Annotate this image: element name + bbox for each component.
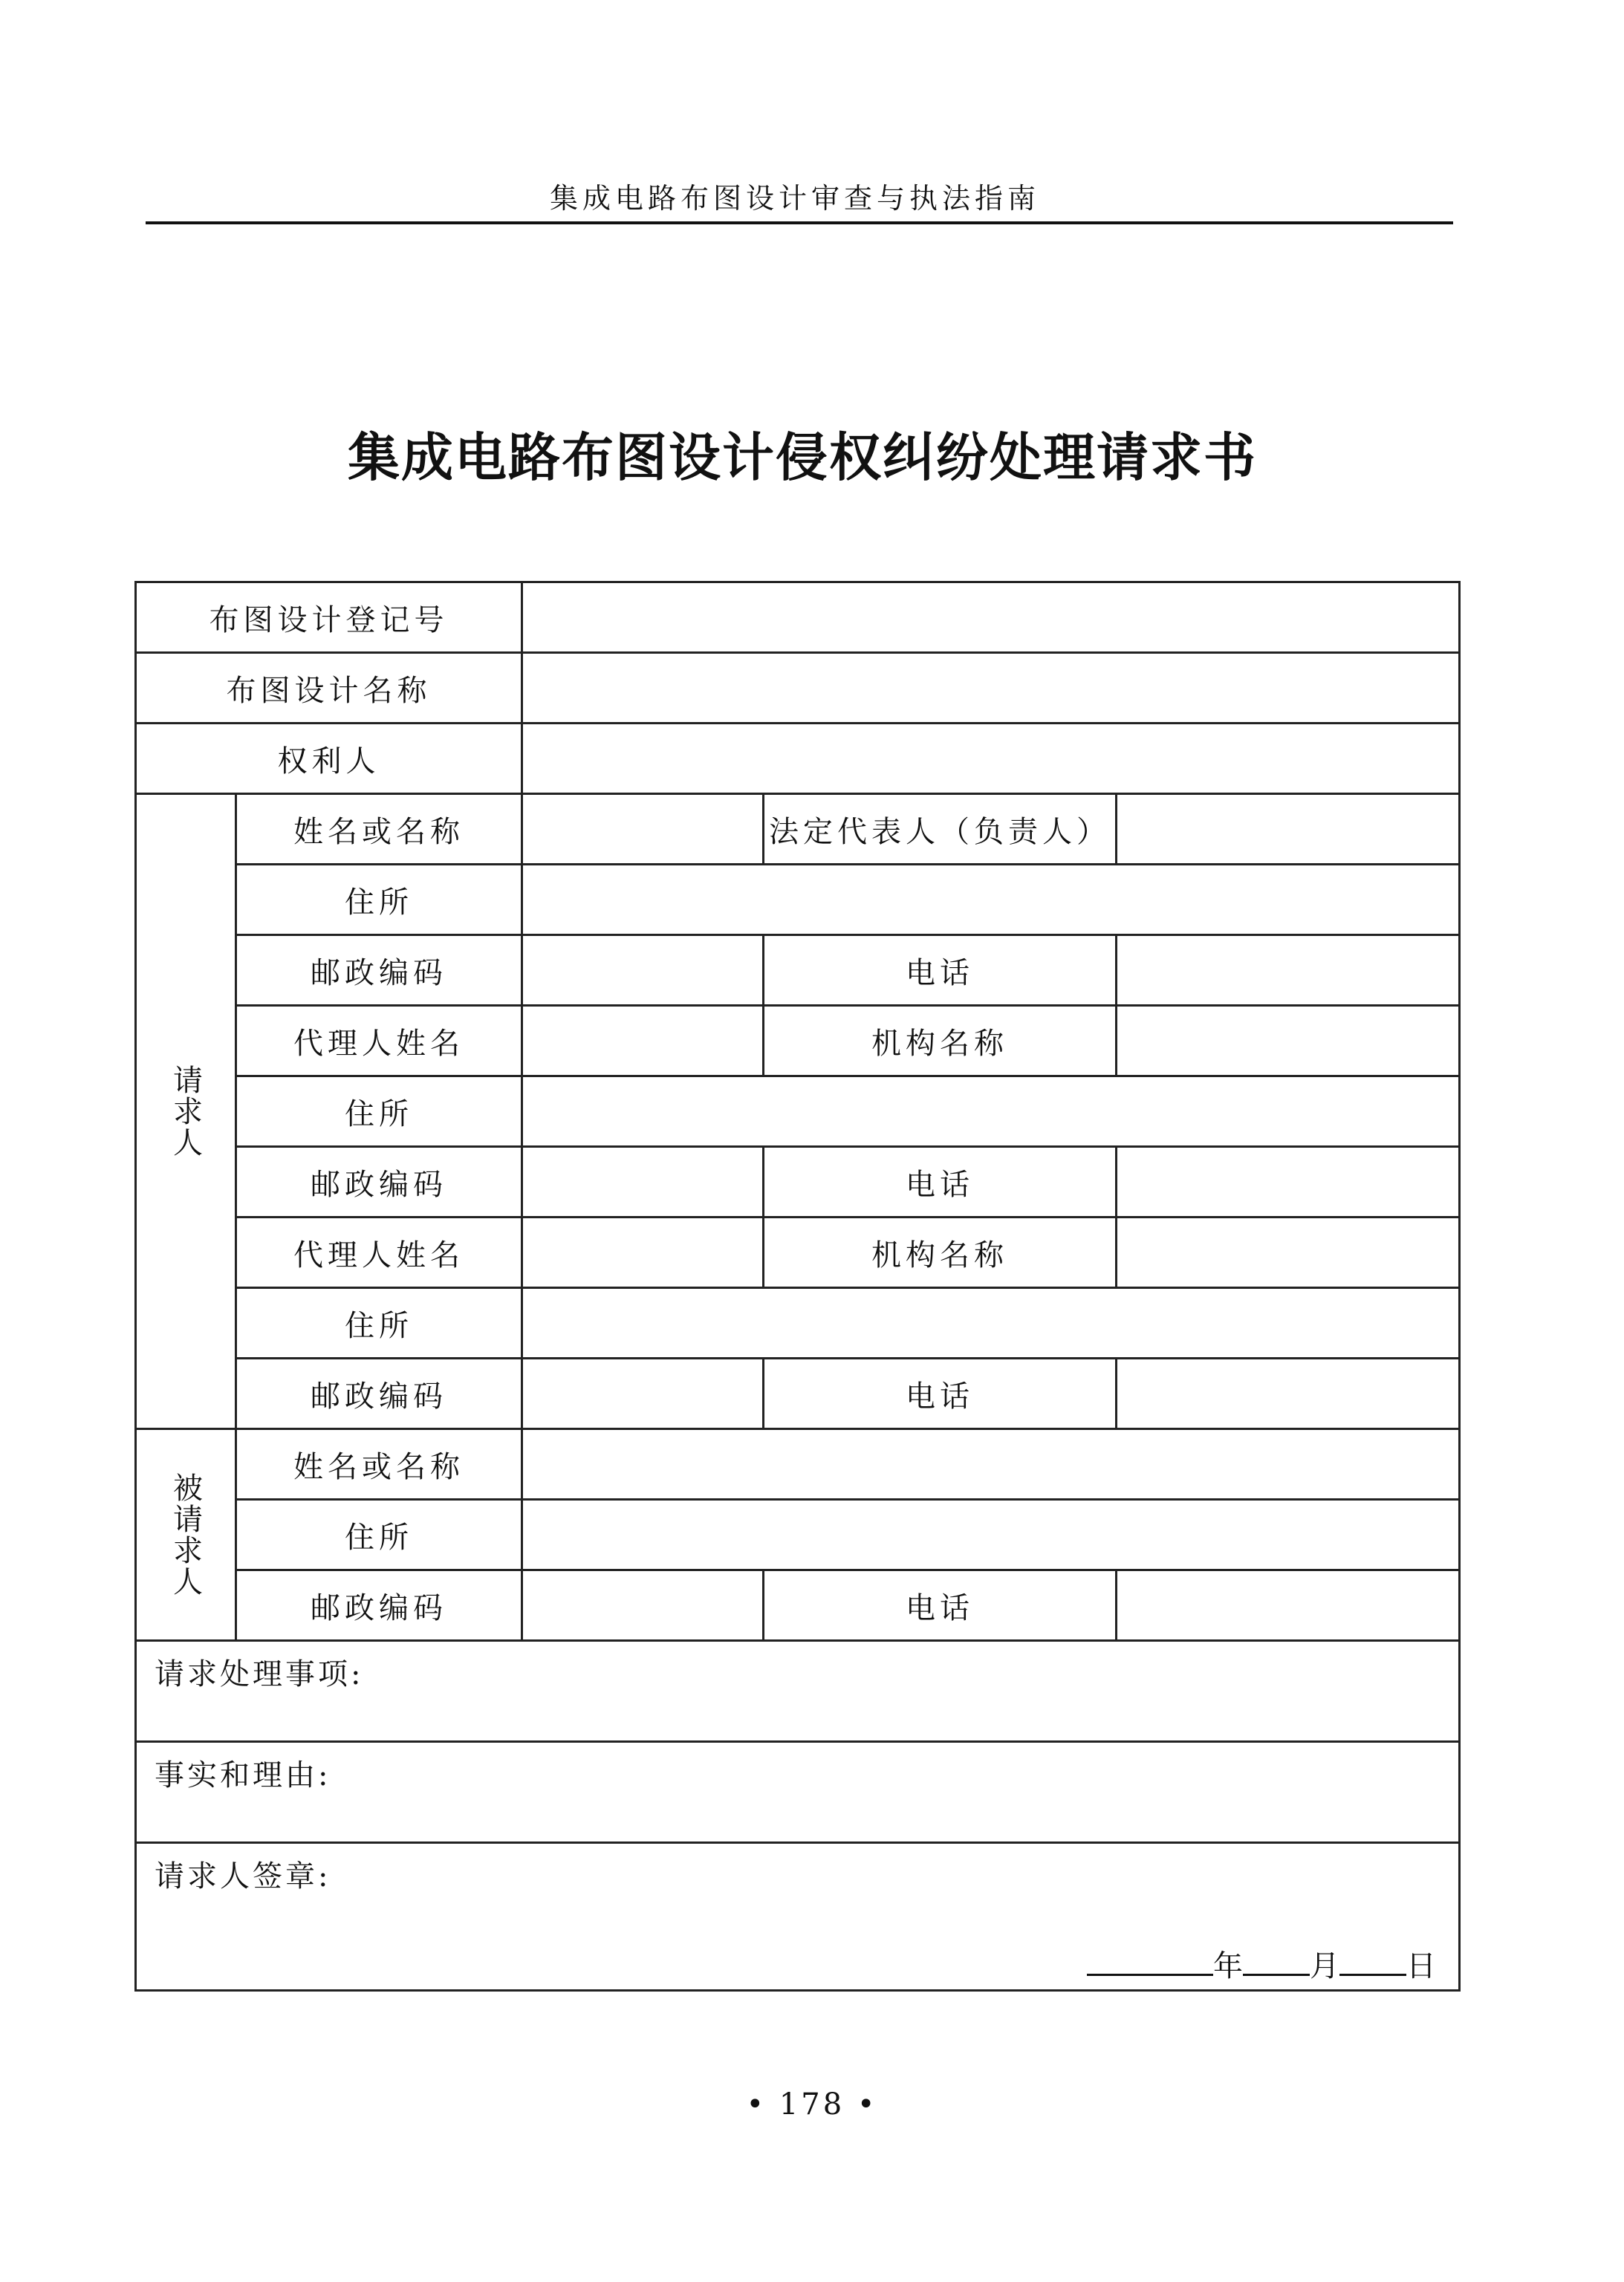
form-title: 集成电路布图设计侵权纠纷处理请求书: [348, 426, 1257, 488]
input-signature[interactable]: [136, 1843, 1460, 1991]
row-agent-address-2: [136, 1288, 1460, 1359]
row-design-name: [136, 653, 1460, 724]
label-registration-no: 布图设计登记号: [136, 582, 522, 653]
label-agent-postcode-2: 邮政编码: [236, 1359, 522, 1429]
input-agent-name-1[interactable]: [522, 1006, 764, 1076]
input-requester-postcode[interactable]: [522, 935, 764, 1006]
label-org-name-1: 机构名称: [764, 1006, 1117, 1076]
row-requester-postcode: [136, 935, 1460, 1006]
row-agent-postcode-1: [136, 1147, 1460, 1218]
row-requester-address: [136, 865, 1460, 935]
input-respondent-name[interactable]: [522, 1429, 1460, 1500]
input-requester-phone[interactable]: [1117, 935, 1460, 1006]
year-label: 年: [1213, 1949, 1243, 1983]
row-respondent-postcode: [136, 1570, 1460, 1641]
label-requester-address: 住所: [236, 865, 522, 935]
label-signature: 请求人签章:: [155, 1859, 331, 1893]
month-label: 月: [1310, 1949, 1339, 1983]
input-agent-phone-2[interactable]: [1117, 1359, 1460, 1429]
input-respondent-address[interactable]: [522, 1500, 1460, 1570]
input-agent-address-2[interactable]: [522, 1288, 1460, 1359]
input-right-holder[interactable]: [522, 724, 1460, 794]
row-facts: [136, 1742, 1460, 1843]
group-label-respondent: 被请求人: [136, 1429, 236, 1641]
input-design-name[interactable]: [522, 653, 1460, 724]
input-agent-postcode-2[interactable]: [522, 1359, 764, 1429]
running-header: 集成电路布图设计审查与执法指南: [549, 182, 1040, 215]
input-org-name-2[interactable]: [1117, 1218, 1460, 1288]
input-respondent-postcode[interactable]: [522, 1570, 764, 1641]
month-blank[interactable]: [1243, 1948, 1310, 1976]
label-respondent-address: 住所: [236, 1500, 522, 1570]
day-label: 日: [1406, 1949, 1436, 1983]
label-respondent-phone: 电话: [764, 1570, 1117, 1641]
input-respondent-phone[interactable]: [1117, 1570, 1460, 1641]
label-agent-address-1: 住所: [236, 1076, 522, 1147]
label-requester-postcode: 邮政编码: [236, 935, 522, 1006]
label-right-holder: 权利人: [136, 724, 522, 794]
group-label-requester: 请求人: [136, 794, 236, 1429]
row-agent-address-1: [136, 1076, 1460, 1147]
label-agent-phone-2: 电话: [764, 1359, 1117, 1429]
row-signature: [136, 1843, 1460, 1991]
input-requester-name[interactable]: [522, 794, 764, 865]
row-right-holder: [136, 724, 1460, 794]
input-registration-no[interactable]: [522, 582, 1460, 653]
row-agent-postcode-2: [136, 1359, 1460, 1429]
signature-date: [1087, 1943, 1436, 1985]
label-matters: 请求处理事项:: [155, 1657, 364, 1691]
row-requester-name: [136, 794, 1460, 865]
label-agent-name-2: 代理人姓名: [236, 1218, 522, 1288]
input-legal-rep[interactable]: [1117, 794, 1460, 865]
input-agent-name-2[interactable]: [522, 1218, 764, 1288]
label-agent-name-1: 代理人姓名: [236, 1006, 522, 1076]
request-form-table: [134, 581, 1461, 1992]
row-respondent-name: [136, 1429, 1460, 1500]
input-org-name-1[interactable]: [1117, 1006, 1460, 1076]
input-agent-address-1[interactable]: [522, 1076, 1460, 1147]
input-requester-address[interactable]: [522, 865, 1460, 935]
label-facts: 事实和理由:: [155, 1758, 331, 1792]
row-agent-1: [136, 1006, 1460, 1076]
input-matters[interactable]: [136, 1641, 1460, 1742]
label-respondent-name: 姓名或名称: [236, 1429, 522, 1500]
row-agent-2: [136, 1218, 1460, 1288]
row-matters: [136, 1641, 1460, 1742]
label-requester-name: 姓名或名称: [236, 794, 522, 865]
input-agent-postcode-1[interactable]: [522, 1147, 764, 1218]
input-agent-phone-1[interactable]: [1117, 1147, 1460, 1218]
day-blank[interactable]: [1339, 1948, 1406, 1976]
label-requester-phone: 电话: [764, 935, 1117, 1006]
page-number: • 178 •: [746, 2087, 878, 2122]
label-agent-address-2: 住所: [236, 1288, 522, 1359]
row-respondent-address: [136, 1500, 1460, 1570]
year-blank[interactable]: [1087, 1948, 1213, 1976]
label-org-name-2: 机构名称: [764, 1218, 1117, 1288]
label-agent-postcode-1: 邮政编码: [236, 1147, 522, 1218]
input-facts[interactable]: [136, 1742, 1460, 1843]
label-respondent-postcode: 邮政编码: [236, 1570, 522, 1641]
label-agent-phone-1: 电话: [764, 1147, 1117, 1218]
label-design-name: 布图设计名称: [136, 653, 522, 724]
label-legal-rep: 法定代表人（负责人）: [764, 794, 1117, 865]
row-registration-no: [136, 582, 1460, 653]
header-rule: [146, 221, 1453, 224]
